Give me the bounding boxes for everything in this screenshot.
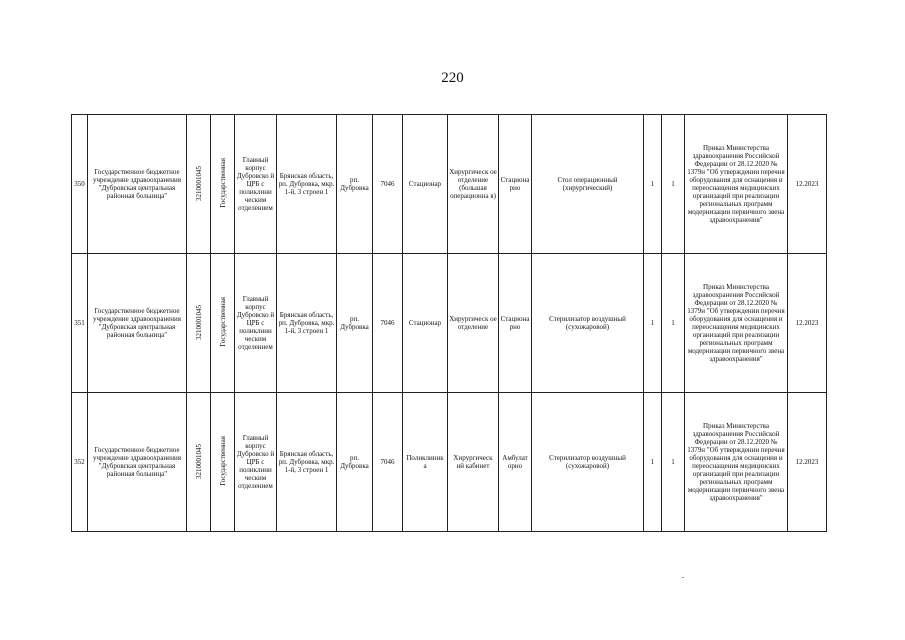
- care-condition: Стациона рно: [499, 115, 532, 254]
- department: Хирургическ ий кабинет: [448, 393, 499, 532]
- facility-type: Стационар: [403, 115, 448, 254]
- quantity-1: 1: [644, 254, 662, 393]
- row-number: 352: [72, 393, 88, 532]
- department: Хирургическ ое отделение: [448, 254, 499, 393]
- equipment-name: Стерилизатор воздушный (сухожаровой): [532, 254, 644, 393]
- page-number: 220: [441, 70, 464, 86]
- legal-basis: Приказ Министерства здравоохранения Российской Федерации от 28.12.2020 № 1379н "Об утверждении перечня оборудования для оснащения и переоснащения медицинских организаций при реализации региональных программ модернизации первичного звена здравоохранения": [685, 115, 788, 254]
- table-row: [72, 393, 827, 532]
- inn-code: 3210001045: [187, 115, 211, 254]
- equipment-name: Стол операционный (хирургический): [532, 115, 644, 254]
- index-code: 7046: [373, 393, 403, 532]
- institution-name: Государственное бюджетное учреждение здравоохранения "Дубровская центральная районная больница": [88, 254, 187, 393]
- due-date: 12.2023: [788, 115, 827, 254]
- quantity-2: 1: [662, 115, 685, 254]
- facility-type: Стационар: [403, 254, 448, 393]
- building-name: Главный корпус Дубровско й ЦРБ с поликлини ческим отделением: [235, 115, 277, 254]
- ownership-form: Государственная: [211, 393, 235, 532]
- row-number: 351: [72, 254, 88, 393]
- institution-name: Государственное бюджетное учреждение здравоохранения "Дубровская центральная районная больница": [88, 393, 187, 532]
- facility-type: Поликлиник а: [403, 393, 448, 532]
- care-condition: Стациона рно: [499, 254, 532, 393]
- quantity-1: 1: [644, 115, 662, 254]
- address: Брянская область, рп. Дубровка, мкр. 1-й, 3 строен 1: [277, 393, 337, 532]
- scan-artifact: [682, 577, 684, 578]
- index-code: 7046: [373, 254, 403, 393]
- due-date: 12.2023: [788, 254, 827, 393]
- institution-name: Государственное бюджетное учреждение здравоохранения "Дубровская центральная районная больница": [88, 115, 187, 254]
- table-row: [72, 115, 827, 254]
- quantity-1: 1: [644, 393, 662, 532]
- address: Брянская область, рп. Дубровка, мкр. 1-й, 3 строен 1: [277, 115, 337, 254]
- locality: рп. Дубровка: [337, 115, 373, 254]
- index-code: 7046: [373, 115, 403, 254]
- inn-code: 3210001045: [187, 393, 211, 532]
- table-row: [72, 254, 827, 393]
- locality: рп. Дубровка: [337, 393, 373, 532]
- ownership-form: Государственная: [211, 254, 235, 393]
- row-number: 350: [72, 115, 88, 254]
- care-condition: Амбулат орно: [499, 393, 532, 532]
- ownership-form: Государственная: [211, 115, 235, 254]
- quantity-2: 1: [662, 393, 685, 532]
- department: Хирургическ ое отделение (большая операционна я): [448, 115, 499, 254]
- equipment-name: Стерилизатор воздушный (сухожаровой): [532, 393, 644, 532]
- building-name: Главный корпус Дубровско й ЦРБ с поликлини ческим отделением: [235, 254, 277, 393]
- legal-basis: Приказ Министерства здравоохранения Российской Федерации от 28.12.2020 № 1379н "Об утверждении перечня оборудования для оснащения и переоснащения медицинских организаций при реализации региональных программ модернизации первичного звена здравоохранения": [685, 393, 788, 532]
- equipment-table: [71, 114, 827, 532]
- due-date: 12.2023: [788, 393, 827, 532]
- address: Брянская область, рп. Дубровка, мкр. 1-й, 3 строен 1: [277, 254, 337, 393]
- building-name: Главный корпус Дубровско й ЦРБ с поликлини ческим отделением: [235, 393, 277, 532]
- quantity-2: 1: [662, 254, 685, 393]
- inn-code: 3210001045: [187, 254, 211, 393]
- legal-basis: Приказ Министерства здравоохранения Российской Федерации от 28.12.2020 № 1379н "Об утверждении перечня оборудования для оснащения и переоснащения медицинских организаций при реализации региональных программ модернизации первичного звена здравоохранения": [685, 254, 788, 393]
- locality: рп. Дубровка: [337, 254, 373, 393]
